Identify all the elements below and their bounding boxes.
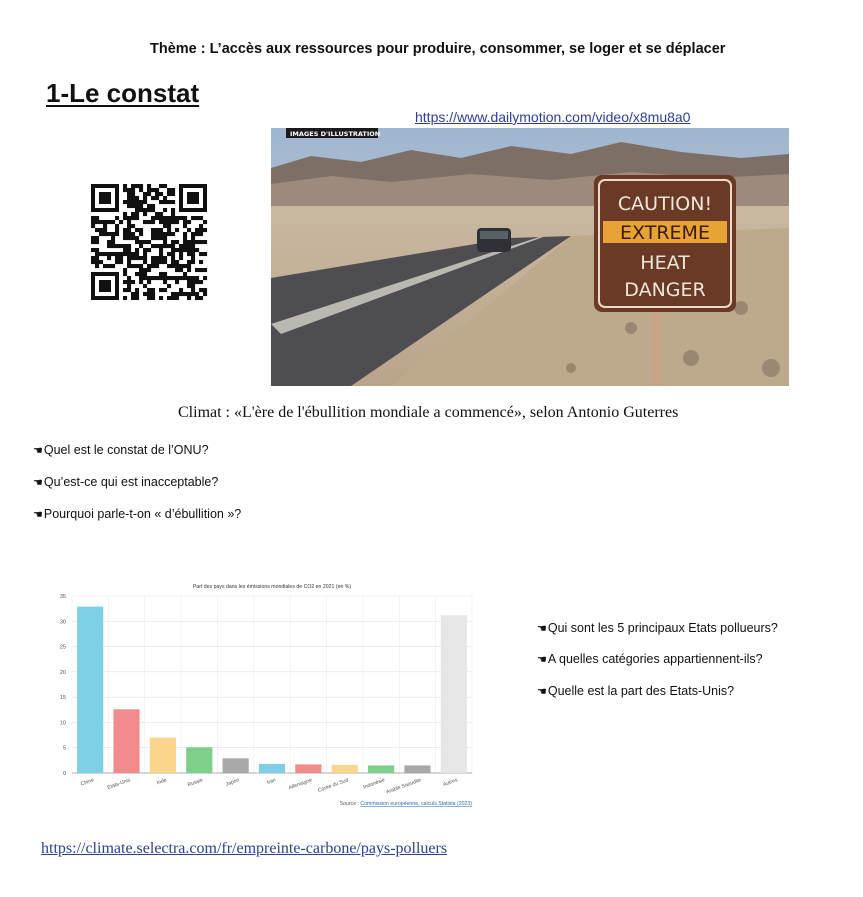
bar-9 bbox=[404, 765, 430, 773]
desert-road-image bbox=[271, 128, 789, 386]
category-label: Indonésie bbox=[362, 777, 386, 791]
bar-2 bbox=[150, 738, 176, 773]
section-title: 1-Le constat bbox=[46, 78, 200, 108]
y-tick-label: 35 bbox=[59, 594, 66, 600]
category-label: Iran bbox=[266, 777, 277, 786]
bar-10 bbox=[441, 615, 467, 773]
pointing-hand-icon: ☚ bbox=[33, 477, 43, 489]
bar-5 bbox=[259, 764, 285, 773]
sign-line-4: DANGER bbox=[624, 279, 706, 301]
category-label: Corée du Sud bbox=[317, 777, 350, 794]
sign-line-1: CAUTION! bbox=[617, 193, 713, 215]
chart-title: Part des pays dans les émissions mondiales de CO2 en 2021 (en %) bbox=[192, 584, 352, 590]
question-onu: ☚Quel est le constat de l’ONU? bbox=[33, 443, 209, 457]
bar-3 bbox=[186, 747, 212, 773]
video-link[interactable]: https://www.dailymotion.com/video/x8mu8a0 bbox=[415, 109, 691, 125]
category-label: Autres bbox=[442, 777, 459, 789]
bar-8 bbox=[368, 765, 394, 773]
question-etats-unis: ☚Quelle est la part des Etats-Unis? bbox=[537, 684, 735, 698]
qr-code bbox=[90, 184, 208, 300]
bar-4 bbox=[223, 758, 249, 773]
y-tick-label: 10 bbox=[59, 720, 66, 727]
y-tick-label: 0 bbox=[62, 771, 66, 777]
pointing-hand-icon: ☚ bbox=[537, 686, 547, 698]
question-pollueurs: ☚Qui sont les 5 principaux Etats pollueurs? bbox=[537, 621, 778, 635]
category-label: Russie bbox=[187, 777, 204, 789]
pointing-hand-icon: ☚ bbox=[33, 445, 43, 457]
pointing-hand-icon: ☚ bbox=[33, 509, 43, 521]
category-label: Japon bbox=[224, 777, 241, 788]
bar-0 bbox=[77, 607, 103, 773]
question-inacceptable: ☚Qu’est-ce qui est inacceptable? bbox=[33, 475, 219, 489]
illustration-badge: IMAGES D'ILLUSTRATION bbox=[290, 130, 381, 138]
pointing-hand-icon: ☚ bbox=[537, 654, 547, 666]
y-tick-label: 15 bbox=[59, 695, 66, 702]
question-ebullition: ☚Pourquoi parle-t-on « d’ébullition »? bbox=[33, 507, 242, 521]
y-tick-label: 30 bbox=[59, 619, 66, 626]
chart-source: Source : Commission européenne, calculs Statista (2023) bbox=[339, 801, 472, 807]
video-caption: Climat : «L'ère de l'ébullition mondiale a commencé», selon Antonio Guterres bbox=[178, 404, 679, 421]
y-tick-label: 25 bbox=[59, 644, 66, 651]
sign-line-2: EXTREME bbox=[620, 222, 710, 244]
bar-7 bbox=[332, 765, 358, 773]
category-label: Chine bbox=[80, 777, 95, 788]
category-label: Arabie Saoudite bbox=[385, 777, 423, 796]
category-label: Etats-Unis bbox=[106, 777, 132, 792]
y-tick-label: 5 bbox=[62, 745, 66, 752]
question-categories: ☚A quelles catégories appartiennent-ils? bbox=[537, 652, 763, 666]
category-label: Inde bbox=[156, 777, 168, 787]
pointing-hand-icon: ☚ bbox=[537, 623, 547, 635]
selectra-link[interactable]: https://climate.selectra.com/fr/empreinte-carbone/pays-polluers bbox=[41, 840, 448, 857]
sign-line-3: HEAT bbox=[640, 252, 690, 274]
emissions-chart bbox=[52, 578, 480, 808]
bar-6 bbox=[295, 764, 321, 773]
y-tick-label: 20 bbox=[59, 669, 66, 676]
category-label: Allemagne bbox=[287, 777, 314, 792]
theme-heading: Thème : L’accès aux ressources pour produire, consommer, se loger et se déplacer bbox=[150, 41, 726, 57]
video-thumbnail[interactable] bbox=[271, 128, 789, 386]
bar-1 bbox=[113, 709, 139, 773]
